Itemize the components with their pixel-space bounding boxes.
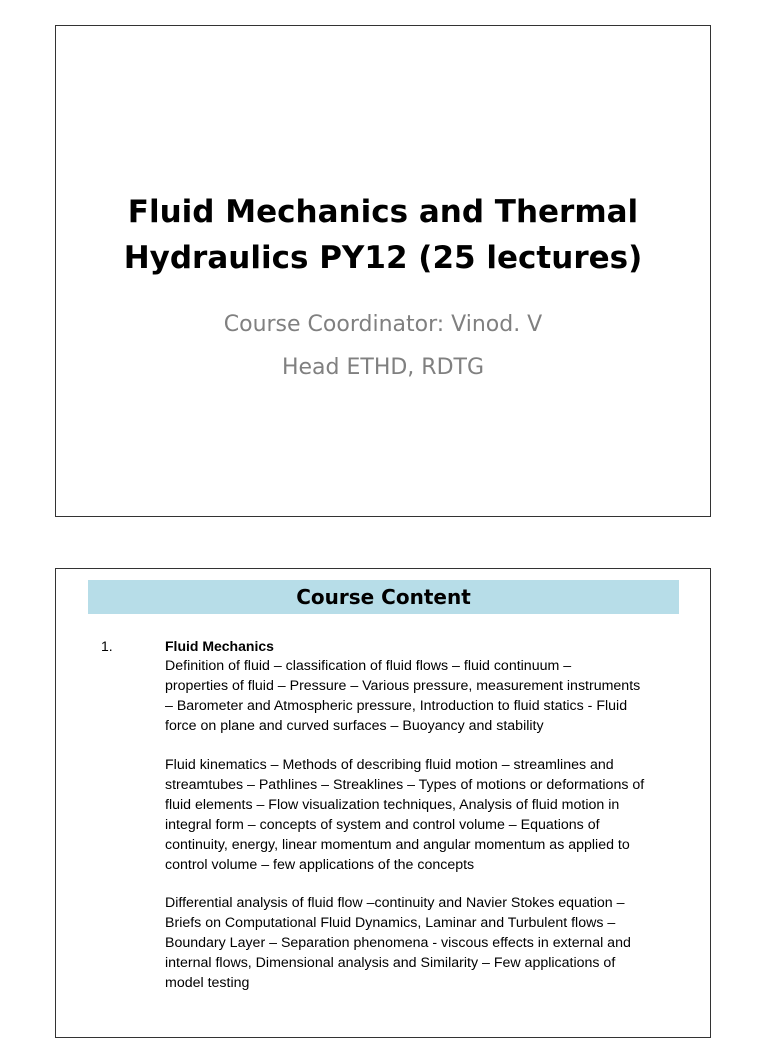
slide-title-line-1: Fluid Mechanics and Thermal (127, 194, 639, 230)
course-content-slide (55, 568, 711, 1038)
text-line: Differential analysis of fluid flow –continuity and Navier Stokes equation – (165, 895, 625, 911)
text-line: internal flows, Dimensional analysis and Similarity – Few applications of (165, 954, 616, 971)
slide-title (56, 189, 710, 281)
paragraph-fluid-kinematics (165, 756, 680, 875)
text-line: force on plane and curved surfaces – Buoyancy and stability (165, 717, 544, 734)
text-line: model testing (165, 974, 250, 991)
text-line: Definition of fluid – classification of fluid flows – fluid continuum – (165, 658, 572, 674)
course-coordinator: Course Coordinator: Vinod. V (223, 312, 543, 337)
text-line: Boundary Layer – Separation phenomena - viscous effects in external and (165, 934, 631, 951)
coordinator-position: Head ETHD, RDTG (281, 355, 485, 380)
text-line: fluid elements – Flow visualization techniques, Analysis of fluid motion in (165, 796, 620, 813)
text-line: continuity, energy, linear momentum and angular momentum as applied to (165, 836, 630, 853)
title-slide (55, 25, 711, 517)
text-line: integral form – concepts of system and control volume – Equations of (165, 816, 600, 833)
course-content-header: Course Content (88, 580, 679, 614)
slide-title-line-2: Hydraulics PY12 (25 lectures) (123, 240, 643, 276)
text-line: Fluid kinematics – Methods of describing fluid motion – streamlines and (165, 757, 614, 773)
paragraph-fluid-statics (165, 657, 680, 737)
list-item-number: 1. (101, 638, 113, 654)
text-line: properties of fluid – Pressure – Various pressure, measurement instruments (165, 677, 641, 694)
section-title: Fluid Mechanics (165, 638, 274, 654)
text-line: streamtubes – Pathlines – Streaklines – Types of motions or deformations of (165, 776, 645, 793)
text-line: – Barometer and Atmospheric pressure, Introduction to fluid statics - Fluid (165, 697, 628, 714)
text-line: control volume – few applications of the concepts (165, 856, 475, 873)
text-line: Briefs on Computational Fluid Dynamics, Laminar and Turbulent flows – (165, 914, 616, 931)
paragraph-differential-analysis (165, 894, 680, 994)
